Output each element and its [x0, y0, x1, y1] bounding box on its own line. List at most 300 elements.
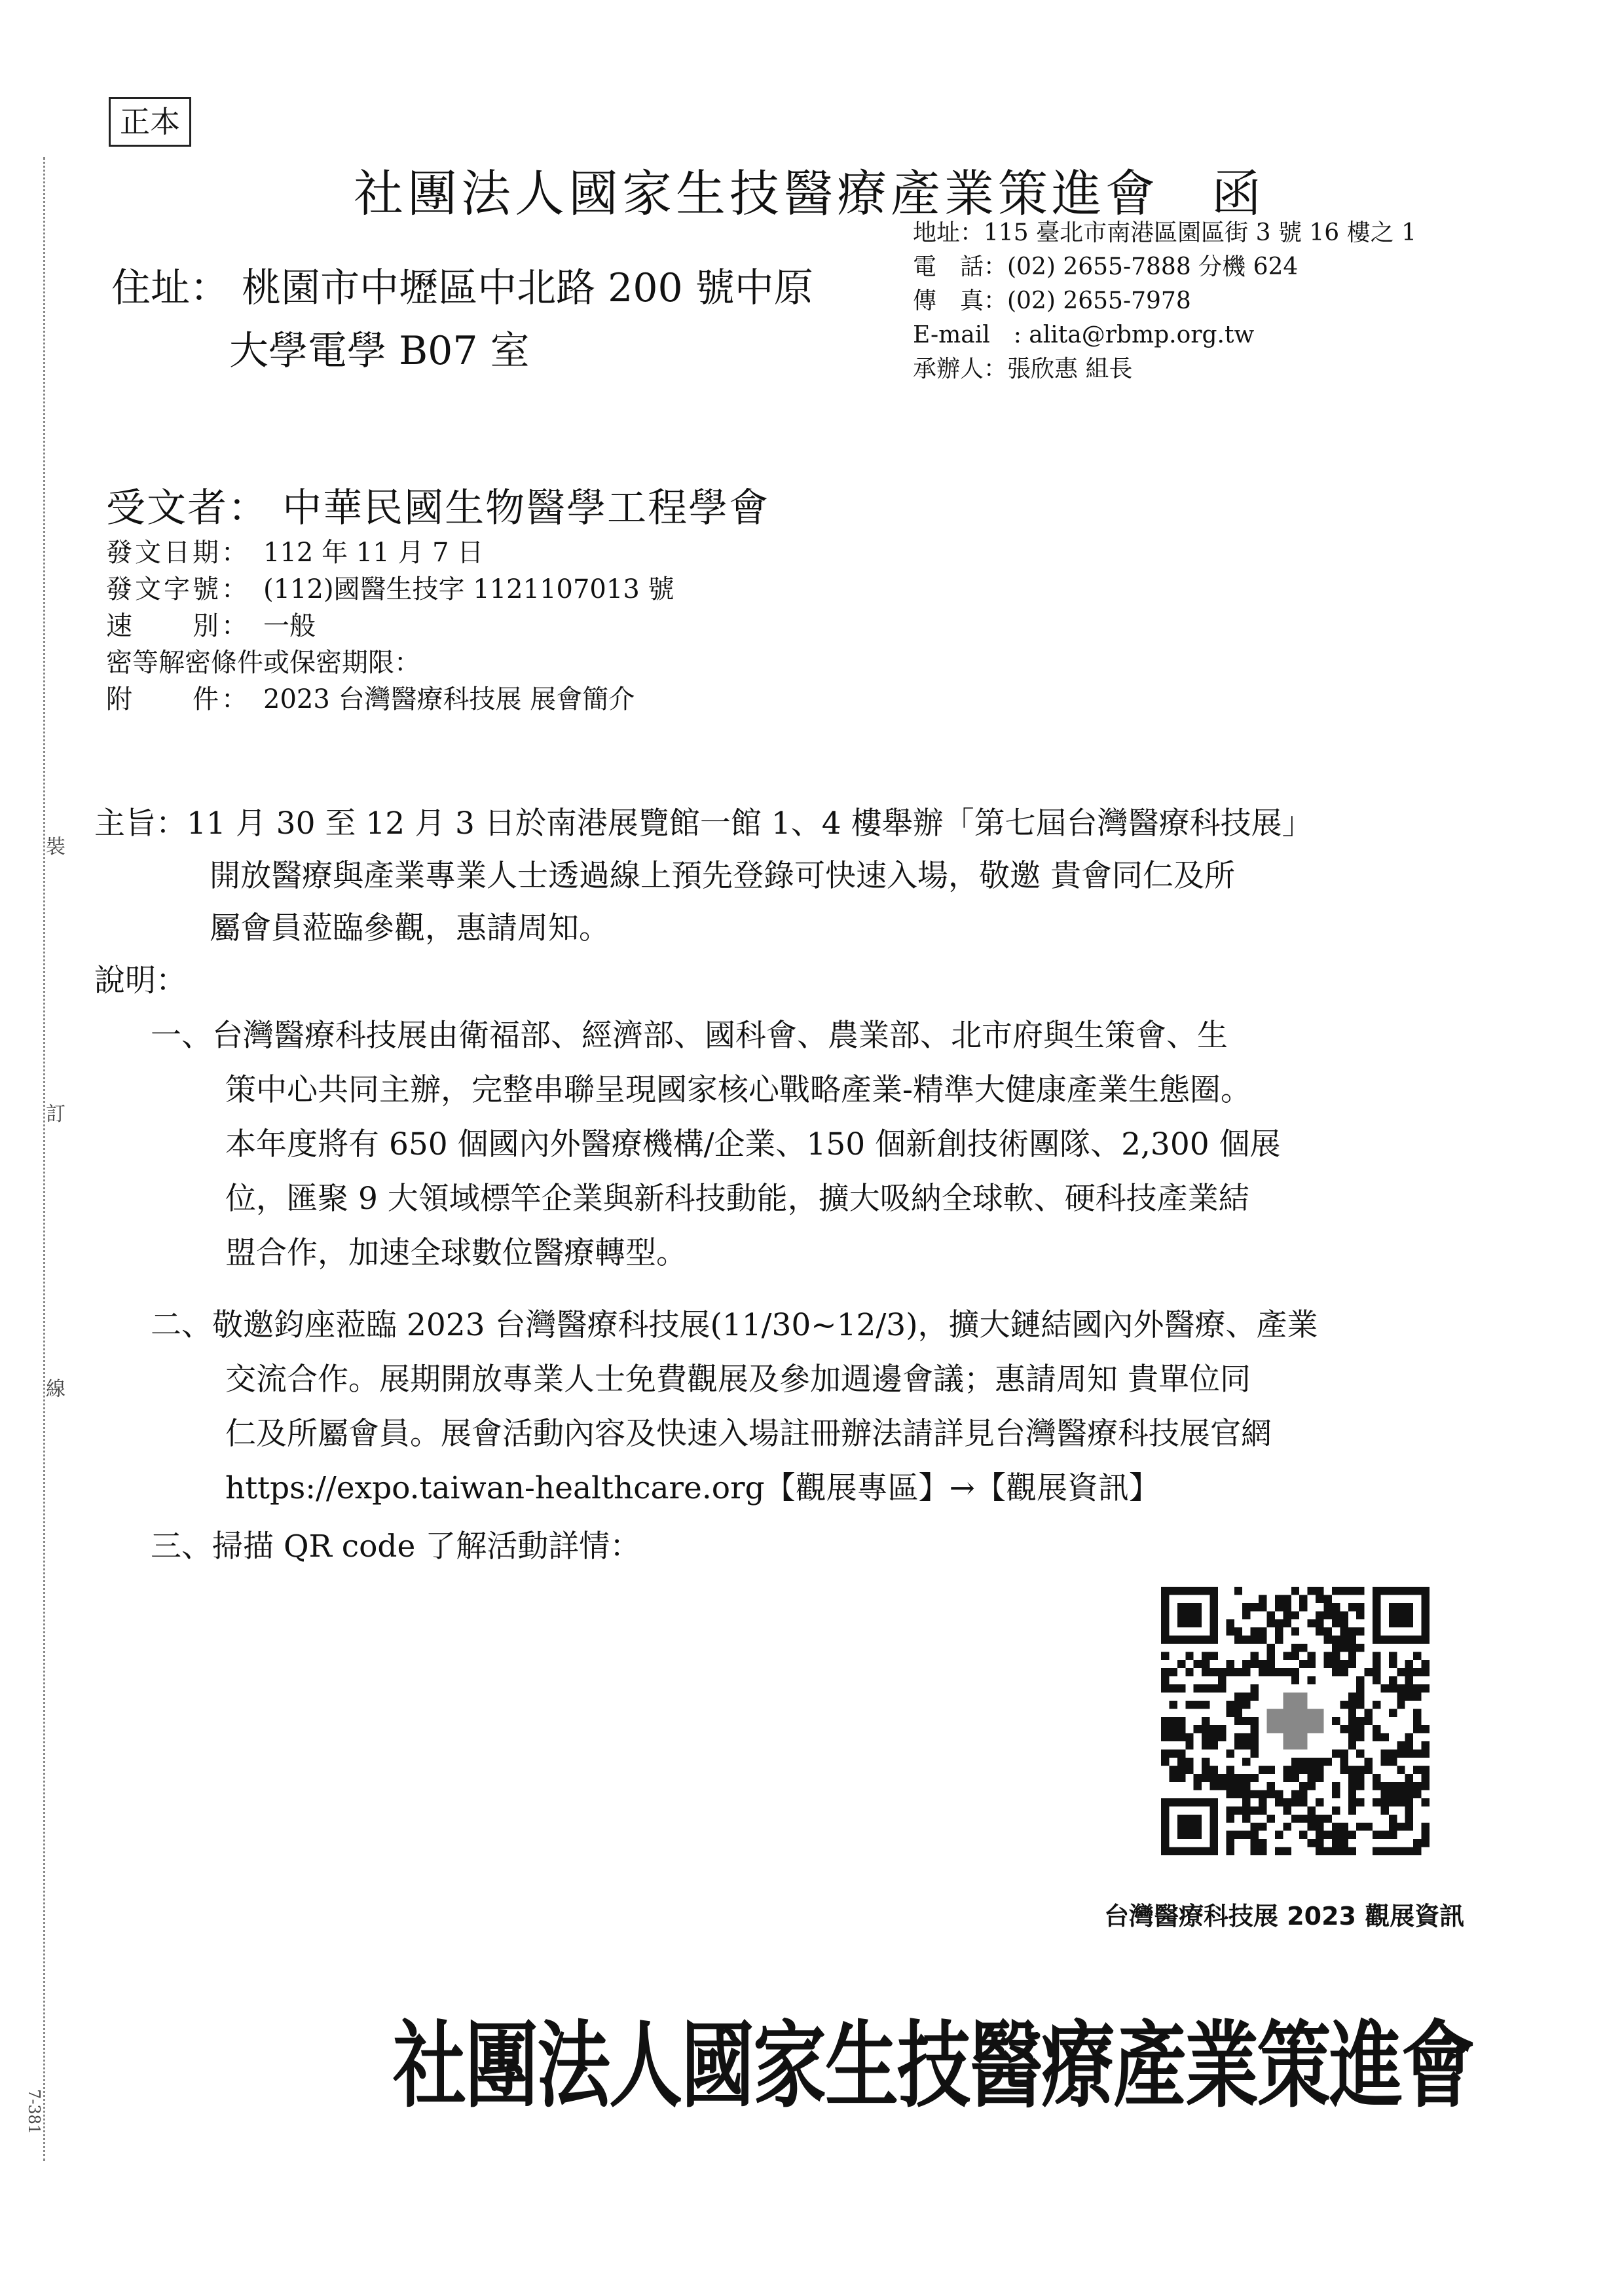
qr-module [1389, 1798, 1397, 1806]
qr-module [1422, 1725, 1430, 1733]
qr-module [1323, 1636, 1331, 1644]
qr-module [1348, 1766, 1356, 1773]
explanation-item-2 [151, 1298, 1532, 1515]
qr-module [1291, 1668, 1299, 1676]
qr-module [1380, 1782, 1388, 1790]
qr-module [1161, 1749, 1169, 1757]
qr-module [1202, 1660, 1209, 1668]
qr-module [1316, 1798, 1323, 1806]
qr-module [1323, 1627, 1331, 1635]
qr-module [1299, 1782, 1307, 1790]
qr-module [1389, 1749, 1397, 1757]
qr-module [1161, 1668, 1169, 1676]
qr-module [1373, 1676, 1380, 1684]
qr-module [1380, 1790, 1388, 1798]
qr-module [1242, 1758, 1250, 1766]
qr-module [1275, 1595, 1283, 1602]
qr-module [1210, 1774, 1218, 1782]
qr-module [1340, 1660, 1348, 1668]
qr-module [1299, 1758, 1307, 1766]
qr-module [1267, 1782, 1275, 1790]
qr-module [1234, 1831, 1242, 1839]
qr-module [1194, 1660, 1202, 1668]
qr-module [1348, 1725, 1356, 1733]
subject-line: 開放醫療與產業專業人士透過線上預先登錄可快速入場，敬邀 貴會同仁及所 [210, 858, 1235, 894]
qr-module [1185, 1733, 1193, 1741]
qr-module [1218, 1684, 1226, 1692]
qr-module [1291, 1758, 1299, 1766]
qr-module [1291, 1774, 1299, 1782]
sender-address: 地址：115 臺北市南港區園區街 3 號 16 樓之 1 [913, 219, 1416, 246]
qr-module [1185, 1766, 1193, 1773]
qr-module [1194, 1725, 1202, 1733]
item-line: 一、台灣醫療科技展由衛福部、經濟部、國科會、農業部、北市府與生策會、生 [151, 1018, 1228, 1054]
qr-module [1185, 1652, 1193, 1659]
qr-module [1202, 1652, 1209, 1659]
qr-module [1291, 1587, 1299, 1595]
qr-module [1259, 1798, 1266, 1806]
qr-module [1210, 1668, 1218, 1676]
explanation-item-3 [151, 1519, 1532, 1574]
qr-module [1422, 1749, 1430, 1757]
qr-module [1251, 1603, 1259, 1611]
qr-module [1308, 1823, 1316, 1830]
qr-module [1348, 1717, 1356, 1725]
qr-module [1169, 1684, 1177, 1692]
qr-module [1316, 1611, 1323, 1619]
qr-module [1316, 1774, 1323, 1782]
qr-module [1397, 1782, 1405, 1790]
qr-module [1332, 1644, 1340, 1652]
qr-module [1380, 1749, 1388, 1757]
qr-module [1226, 1815, 1234, 1823]
qr-module [1356, 1676, 1364, 1684]
qr-module [1291, 1766, 1299, 1773]
qr-module [1380, 1847, 1388, 1855]
qr-module [1373, 1725, 1380, 1733]
qr-module [1413, 1766, 1421, 1773]
qr-module [1299, 1790, 1307, 1798]
qr-module [1259, 1806, 1266, 1814]
qr-module [1340, 1644, 1348, 1652]
qr-module [1226, 1620, 1234, 1627]
sender-fax: 傳 真：(02) 2655-7978 [913, 287, 1191, 314]
qr-finder [1177, 1603, 1202, 1627]
qr-module [1251, 1741, 1259, 1749]
qr-module [1348, 1603, 1356, 1611]
qr-module [1251, 1806, 1259, 1814]
qr-module [1316, 1595, 1323, 1602]
qr-module [1348, 1782, 1356, 1790]
qr-module [1169, 1717, 1177, 1725]
qr-module [1356, 1774, 1364, 1782]
qr-module [1405, 1798, 1413, 1806]
item-line: 二、敬邀鈞座蒞臨 2023 台灣醫療科技展(11/30~12/3)，擴大鏈結國內外醫療、產業 [151, 1307, 1318, 1343]
qr-module [1422, 1774, 1430, 1782]
copy-tag: 正本 [109, 97, 191, 147]
qr-module [1422, 1766, 1430, 1773]
qr-module [1251, 1847, 1259, 1855]
qr-module [1308, 1839, 1316, 1847]
organization-seal: 社團法人國家生技醫療產業策進會 [393, 2010, 1473, 2121]
qr-code[interactable] [1161, 1587, 1430, 1855]
qr-module [1177, 1766, 1185, 1773]
qr-module [1251, 1823, 1259, 1830]
qr-module [1210, 1782, 1218, 1790]
qr-module [1340, 1636, 1348, 1644]
qr-module [1389, 1782, 1397, 1790]
qr-module [1194, 1782, 1202, 1790]
qr-module [1226, 1660, 1234, 1668]
qr-module [1340, 1749, 1348, 1757]
qr-module [1332, 1847, 1340, 1855]
qr-module [1389, 1660, 1397, 1668]
qr-module [1380, 1798, 1388, 1806]
qr-module [1348, 1741, 1356, 1749]
qr-module [1169, 1725, 1177, 1733]
qr-module [1373, 1782, 1380, 1790]
qr-module [1413, 1709, 1421, 1716]
qr-module [1259, 1823, 1266, 1830]
receiver-address-line2: 大學電學 B07 室 [229, 328, 530, 374]
qr-module [1389, 1823, 1397, 1830]
qr-module [1169, 1749, 1177, 1757]
qr-module [1422, 1782, 1430, 1790]
qr-module [1251, 1749, 1259, 1757]
qr-module [1259, 1790, 1266, 1798]
qr-module [1283, 1668, 1291, 1676]
qr-module [1348, 1693, 1356, 1701]
qr-module [1413, 1839, 1421, 1847]
qr-module [1226, 1806, 1234, 1814]
meta-date-label: 發文日期： [106, 538, 250, 568]
qr-module [1210, 1733, 1218, 1741]
qr-module [1259, 1766, 1266, 1773]
qr-module [1161, 1733, 1169, 1741]
qr-module [1323, 1815, 1331, 1823]
qr-module [1242, 1831, 1250, 1839]
qr-module [1161, 1725, 1169, 1733]
qr-module [1323, 1595, 1331, 1602]
qr-module [1202, 1733, 1209, 1741]
qr-module [1275, 1627, 1283, 1635]
qr-module [1340, 1839, 1348, 1847]
qr-module [1283, 1611, 1291, 1619]
qr-module [1356, 1733, 1364, 1741]
qr-module [1422, 1839, 1430, 1847]
meta-speed [106, 608, 674, 644]
qr-module [1202, 1766, 1209, 1773]
qr-module [1332, 1668, 1340, 1676]
qr-module [1348, 1587, 1356, 1595]
qr-module [1389, 1676, 1397, 1684]
qr-module [1348, 1733, 1356, 1741]
recipient-name: 中華民國生物醫學工程學會 [282, 485, 770, 531]
qr-module [1340, 1725, 1348, 1733]
qr-module [1323, 1758, 1331, 1766]
qr-module [1332, 1806, 1340, 1814]
qr-module [1242, 1741, 1250, 1749]
qr-module [1169, 1774, 1177, 1782]
qr-module [1210, 1652, 1218, 1659]
qr-module [1291, 1790, 1299, 1798]
qr-module [1251, 1627, 1259, 1635]
qr-module [1323, 1847, 1331, 1855]
qr-module [1194, 1684, 1202, 1692]
qr-module [1308, 1660, 1316, 1668]
qr-module [1234, 1774, 1242, 1782]
qr-module [1218, 1725, 1226, 1733]
qr-module [1234, 1806, 1242, 1814]
qr-module [1356, 1627, 1364, 1635]
qr-module [1283, 1774, 1291, 1782]
qr-module [1332, 1603, 1340, 1611]
qr-module [1422, 1823, 1430, 1830]
qr-module [1365, 1668, 1373, 1676]
document-title [354, 154, 1265, 225]
item-line: 位，匯聚 9 大領域標竿企業與新科技動能，擴大吸納全球軟、硬科技產業結 [225, 1181, 1249, 1217]
qr-module [1226, 1766, 1234, 1773]
qr-module [1291, 1644, 1299, 1652]
qr-module [1283, 1652, 1291, 1659]
qr-module [1405, 1676, 1413, 1684]
qr-module [1218, 1668, 1226, 1676]
qr-module [1299, 1766, 1307, 1773]
qr-module [1259, 1595, 1266, 1602]
qr-module [1259, 1847, 1266, 1855]
qr-module [1177, 1749, 1185, 1757]
qr-module [1242, 1693, 1250, 1701]
qr-module [1242, 1790, 1250, 1798]
qr-module [1373, 1774, 1380, 1782]
qr-module [1380, 1806, 1388, 1814]
qr-module [1242, 1774, 1250, 1782]
qr-module [1226, 1749, 1234, 1757]
qr-module [1234, 1717, 1242, 1725]
qr-module [1251, 1774, 1259, 1782]
qr-module [1323, 1652, 1331, 1659]
item-line: 本年度將有 650 個國內外醫療機構/企業、150 個新創技術團隊、2,300 個展 [225, 1126, 1281, 1162]
qr-logo [1267, 1709, 1324, 1733]
qr-module [1275, 1790, 1283, 1798]
recipient-label: 受文者： [106, 485, 268, 531]
receiver-address-label: 住址： [111, 265, 229, 311]
qr-module [1226, 1627, 1234, 1635]
qr-module [1242, 1636, 1250, 1644]
qr-module [1259, 1627, 1266, 1635]
qr-module [1413, 1717, 1421, 1725]
qr-module [1348, 1701, 1356, 1709]
qr-module [1267, 1660, 1275, 1668]
qr-module [1365, 1709, 1373, 1716]
meta-date [106, 534, 674, 571]
qr-module [1275, 1636, 1283, 1644]
qr-module [1251, 1693, 1259, 1701]
meta-number-value: (112)國醫生技字 1121107013 號 [263, 574, 674, 604]
qr-module [1356, 1684, 1364, 1692]
qr-module [1340, 1668, 1348, 1676]
qr-module [1169, 1668, 1177, 1676]
qr-module [1234, 1741, 1242, 1749]
qr-module [1356, 1798, 1364, 1806]
qr-finder [1177, 1815, 1202, 1839]
qr-module [1161, 1717, 1169, 1725]
qr-module [1356, 1644, 1364, 1652]
website-link[interactable]: https://expo.taiwan-healthcare.org【觀展專區】→【觀展資訊】 [225, 1470, 1160, 1506]
qr-module [1210, 1684, 1218, 1692]
qr-module [1202, 1725, 1209, 1733]
qr-module [1348, 1798, 1356, 1806]
qr-module [1218, 1733, 1226, 1741]
qr-module [1226, 1668, 1234, 1676]
qr-module [1242, 1782, 1250, 1790]
qr-module [1291, 1652, 1299, 1659]
qr-module [1422, 1798, 1430, 1806]
qr-module [1185, 1668, 1193, 1676]
qr-module [1413, 1847, 1421, 1855]
qr-module [1389, 1709, 1397, 1716]
qr-module [1308, 1676, 1316, 1684]
qr-module [1356, 1725, 1364, 1733]
qr-module [1251, 1790, 1259, 1798]
qr-module [1242, 1603, 1250, 1611]
document-meta [106, 534, 674, 718]
qr-module [1323, 1603, 1331, 1611]
qr-module [1291, 1627, 1299, 1635]
qr-module [1405, 1774, 1413, 1782]
qr-module [1332, 1831, 1340, 1839]
qr-module [1242, 1733, 1250, 1741]
qr-module [1332, 1717, 1340, 1725]
subject-line: 主旨：11 月 30 至 12 月 3 日於南港展覽館一館 1、4 樓舉辦「第七屆台灣醫療科技展」 [94, 805, 1313, 842]
qr-module [1405, 1660, 1413, 1668]
qr-module [1308, 1782, 1316, 1790]
qr-module [1299, 1603, 1307, 1611]
qr-module [1202, 1717, 1209, 1725]
qr-module [1365, 1758, 1373, 1766]
qr-module [1242, 1668, 1250, 1676]
qr-module [1316, 1847, 1323, 1855]
qr-module [1267, 1790, 1275, 1798]
qr-module [1291, 1798, 1299, 1806]
qr-module [1299, 1798, 1307, 1806]
qr-module [1340, 1766, 1348, 1773]
qr-module [1169, 1766, 1177, 1773]
qr-module [1218, 1782, 1226, 1790]
qr-module [1397, 1847, 1405, 1855]
qr-module [1234, 1627, 1242, 1635]
qr-module [1405, 1782, 1413, 1790]
qr-module [1422, 1684, 1430, 1692]
qr-module [1413, 1652, 1421, 1659]
qr-module [1413, 1668, 1421, 1676]
qr-module [1177, 1733, 1185, 1741]
qr-module [1177, 1774, 1185, 1782]
qr-module [1422, 1831, 1430, 1839]
qr-module [1340, 1847, 1348, 1855]
qr-module [1397, 1766, 1405, 1773]
qr-module [1283, 1766, 1291, 1773]
qr-module [1299, 1815, 1307, 1823]
qr-module [1413, 1782, 1421, 1790]
qr-module [1389, 1831, 1397, 1839]
explanation-item-1 [151, 1009, 1532, 1280]
qr-module [1251, 1660, 1259, 1668]
sender-contact [913, 216, 1416, 386]
qr-module [1202, 1758, 1209, 1766]
qr-module [1356, 1701, 1364, 1709]
qr-module [1405, 1668, 1413, 1676]
qr-module [1210, 1741, 1218, 1749]
qr-module [1234, 1782, 1242, 1790]
qr-module [1373, 1660, 1380, 1668]
qr-module [1316, 1815, 1323, 1823]
qr-module [1316, 1627, 1323, 1635]
qr-module [1177, 1660, 1185, 1668]
qr-module [1194, 1701, 1202, 1709]
qr-module [1397, 1798, 1405, 1806]
qr-module [1332, 1660, 1340, 1668]
receiver-address-line1: 桃園市中壢區中北路 200 號中原 [242, 265, 813, 311]
qr-module [1405, 1823, 1413, 1830]
qr-module [1405, 1847, 1413, 1855]
qr-module [1291, 1611, 1299, 1619]
qr-module [1348, 1774, 1356, 1782]
qr-module [1348, 1709, 1356, 1716]
qr-module [1194, 1774, 1202, 1782]
qr-module [1373, 1798, 1380, 1806]
meta-attachment-label: 附 件： [106, 684, 250, 714]
qr-module [1373, 1831, 1380, 1839]
qr-module [1234, 1733, 1242, 1741]
binding-line [43, 157, 48, 2161]
qr-module [1177, 1717, 1185, 1725]
qr-module [1340, 1701, 1348, 1709]
qr-module [1308, 1587, 1316, 1595]
qr-module [1340, 1758, 1348, 1766]
qr-module [1397, 1790, 1405, 1798]
qr-module [1242, 1611, 1250, 1619]
qr-module [1267, 1644, 1275, 1652]
qr-module [1405, 1684, 1413, 1692]
qr-module [1275, 1847, 1283, 1855]
binding-mark-zhuang: 裝 [46, 836, 65, 859]
qr-module [1397, 1693, 1405, 1701]
qr-module [1234, 1709, 1242, 1716]
qr-module [1365, 1766, 1373, 1773]
qr-module [1422, 1668, 1430, 1676]
qr-module [1259, 1839, 1266, 1847]
qr-module [1316, 1831, 1323, 1839]
qr-module [1380, 1733, 1388, 1741]
qr-module [1251, 1733, 1259, 1741]
page-number: 7-381 [25, 2089, 43, 2135]
qr-module [1161, 1676, 1169, 1684]
qr-module [1397, 1741, 1405, 1749]
qr-module [1267, 1611, 1275, 1619]
qr-module [1234, 1790, 1242, 1798]
qr-module [1226, 1839, 1234, 1847]
meta-secrecy-label: 密等解密條件或保密期限： [106, 648, 420, 678]
qr-module [1234, 1636, 1242, 1644]
meta-speed-value: 一般 [263, 611, 316, 641]
qr-module [1283, 1823, 1291, 1830]
qr-module [1202, 1774, 1209, 1782]
meta-attachment-value: 2023 台灣醫療科技展 展會簡介 [263, 684, 635, 714]
qr-module [1422, 1660, 1430, 1668]
qr-module [1405, 1806, 1413, 1814]
qr-module [1202, 1668, 1209, 1676]
